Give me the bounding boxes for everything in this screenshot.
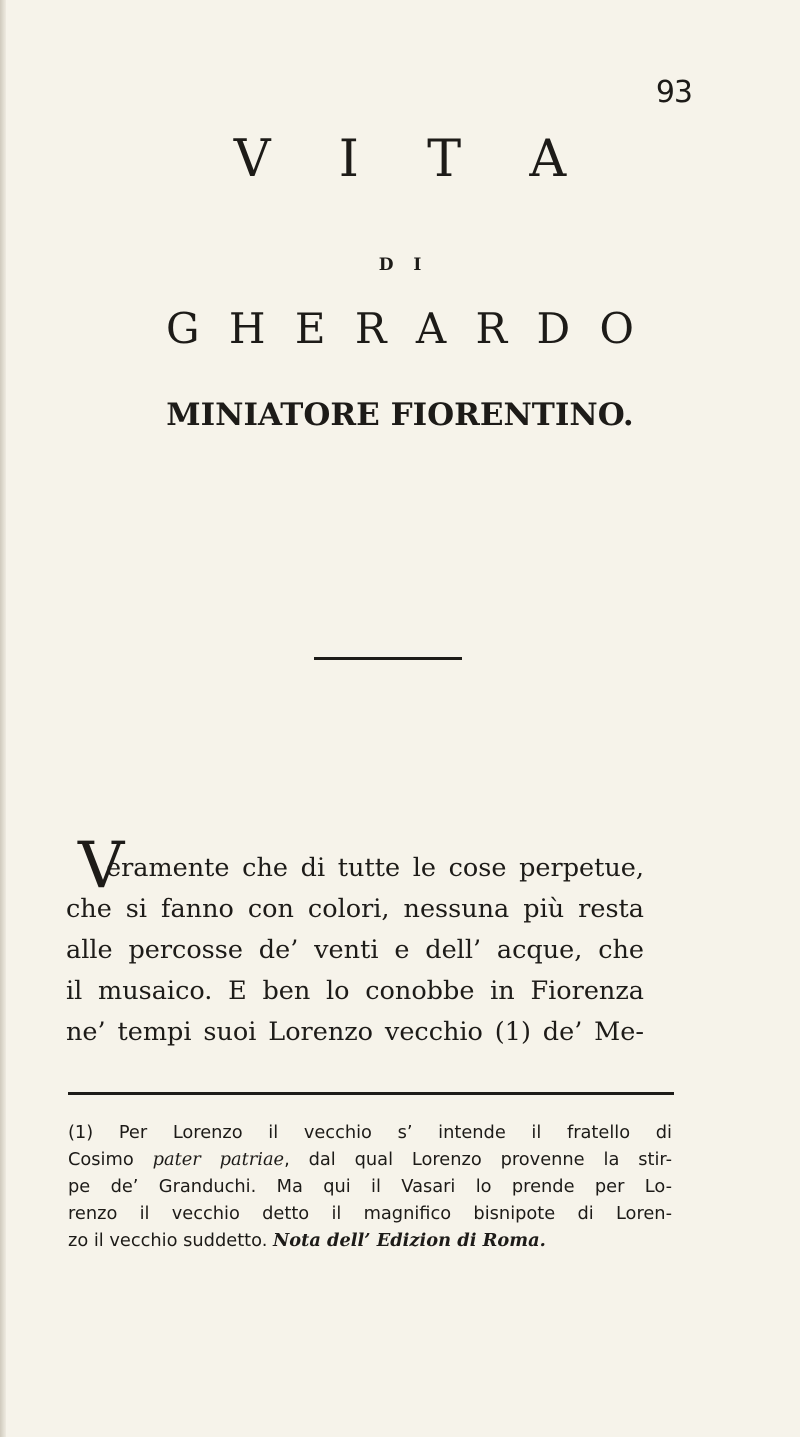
footnote-text: , dal qual Lorenzo provenne la stir-: [284, 1149, 672, 1170]
body-line: alle percosse de’ venti e dell’ acque, che: [66, 935, 644, 965]
footnote: [68, 1119, 672, 1254]
body-line: eramente che di tutte le cose perpetue,: [106, 853, 644, 883]
footnote-text: Cosimo: [68, 1149, 153, 1170]
footnote-line: [68, 1227, 672, 1254]
footnote-line: (1) Per Lorenzo il vecchio s’ intende il fratello di: [68, 1122, 672, 1143]
body-line: che si fanno con colori, nessuna più resta: [66, 894, 644, 924]
title-vita: V I T A: [233, 130, 593, 189]
title-di: D I: [378, 255, 429, 275]
title-name: G H E R A R D O: [166, 304, 642, 353]
page-edge: [0, 0, 6, 1437]
page-number: 93: [655, 75, 692, 110]
body-line: ne’ tempi suoi Lorenzo vecchio (1) de’ Me-: [66, 1017, 644, 1047]
footnote-rule: [68, 1092, 674, 1095]
footnote-italic: pater patriae: [152, 1149, 285, 1170]
footnote-line: pe de’ Granduchi. Ma qui il Vasari lo prende per Lo-: [68, 1176, 672, 1197]
footnote-text: zo il vecchio suddetto.: [68, 1230, 274, 1251]
body-line: il musaico. E ben lo conobbe in Fiorenza: [66, 976, 644, 1006]
drop-cap: V: [78, 829, 125, 903]
footnote-source: Nota dell’ Edizion di Roma.: [273, 1230, 546, 1251]
body-paragraph: [66, 848, 644, 1053]
section-divider: [314, 657, 462, 660]
subtitle: MINIATORE FIORENTINO.: [166, 397, 634, 433]
footnote-line: [68, 1146, 672, 1173]
footnote-line: renzo il vecchio detto il magnifico bisnipote di Loren-: [68, 1203, 672, 1224]
